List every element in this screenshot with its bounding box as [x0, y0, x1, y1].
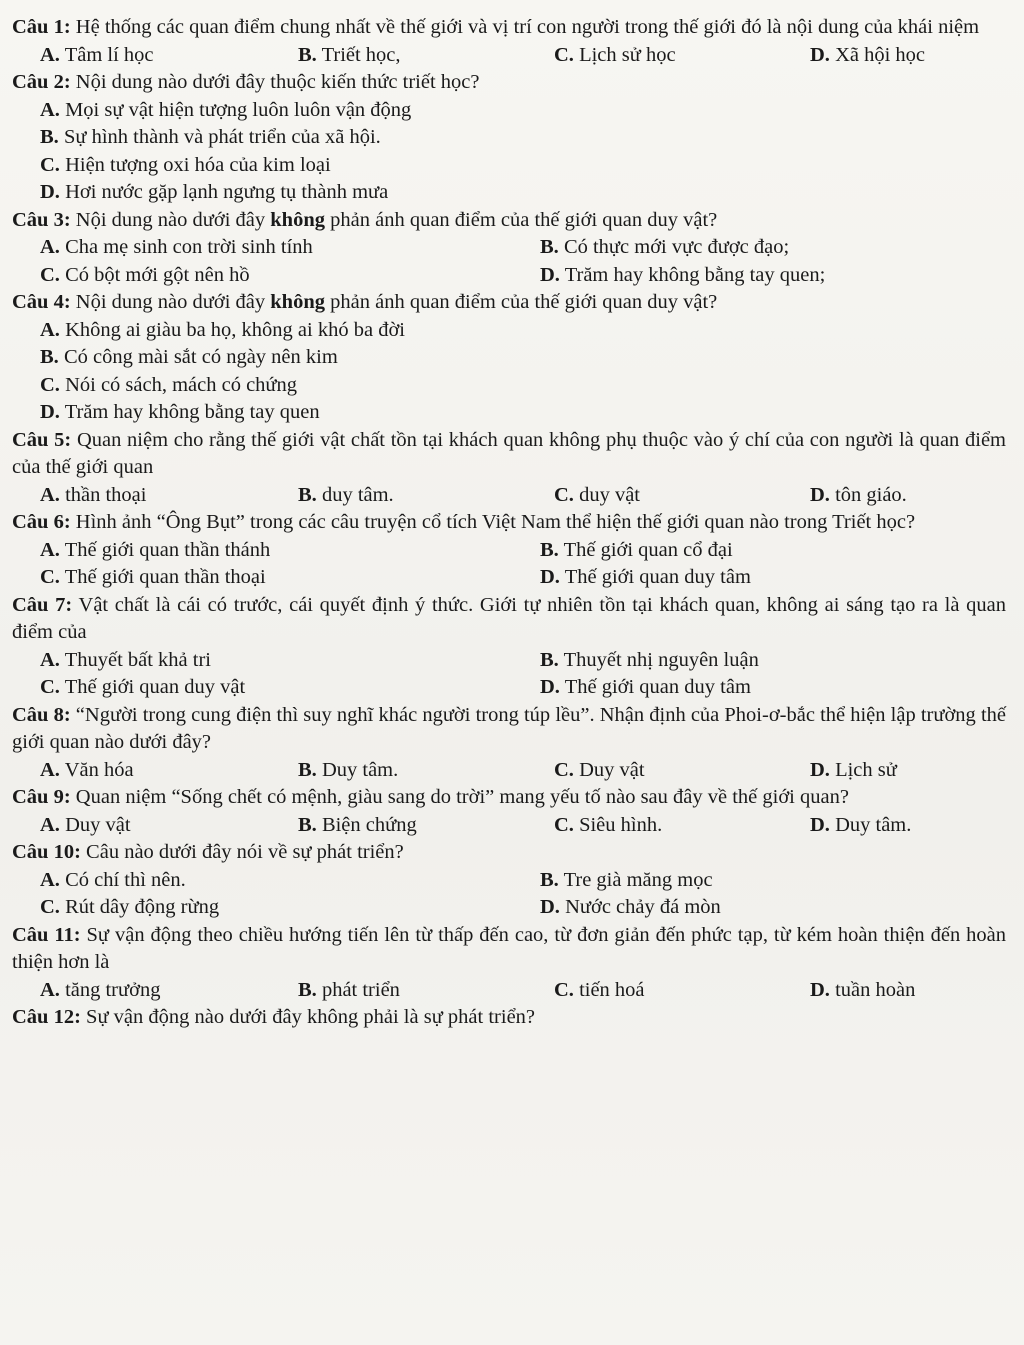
question-text: Quan niệm cho rằng thế giới vật chất tồn tại khách quan không phụ thuộc vào ý chí của con người là quan điểm của thế giới quan: [12, 428, 1006, 478]
option-text: Thuyết nhị nguyên luận: [558, 648, 759, 671]
question-4-stem: [12, 289, 1006, 317]
question-10-stem: [12, 839, 1006, 867]
option-a: [40, 97, 1006, 125]
option-d: [810, 977, 1024, 1005]
option-label: D.: [540, 566, 560, 588]
option-d: [40, 179, 1006, 207]
option-d: [810, 812, 1024, 840]
question-label: Câu 10:: [12, 841, 81, 863]
option-d: [810, 482, 1024, 510]
option-b: [40, 344, 1006, 372]
question-10-options: [12, 867, 1006, 922]
option-text: phát triển: [316, 978, 400, 1001]
question-1-options: [12, 42, 1006, 70]
option-text: tiến hoá: [573, 978, 645, 1001]
option-d: [540, 674, 1020, 702]
option-d: [810, 757, 1024, 785]
question-8-options: [12, 757, 1006, 785]
option-label: A.: [40, 868, 60, 891]
question-5-stem: [12, 427, 1006, 482]
question-text: Sự vận động theo chiều hướng tiến lên từ thấp đến cao, từ đơn giản đến phức tạp, từ kém hoàn thiện đến hoàn thiện hơn là: [12, 923, 1006, 973]
option-text: Sự hình thành và phát triển của xã hội.: [58, 126, 381, 148]
question-text: Hình ảnh “Ông Bụt” trong các câu truyện cổ tích Việt Nam thể hiện thế giới quan nào trong Triết học?: [70, 511, 916, 533]
option-d: [810, 42, 1024, 70]
option-text: Nói có sách, mách có chứng: [59, 373, 298, 396]
question-4-options: [12, 317, 1006, 427]
option-text: Nước chảy đá mòn: [559, 896, 721, 918]
option-label: C.: [554, 813, 574, 836]
option-label: C.: [40, 676, 60, 698]
option-b: [298, 757, 554, 785]
option-label: B.: [298, 978, 317, 1001]
question-7-stem: [12, 592, 1006, 647]
option-label: C.: [554, 758, 574, 781]
option-text: Trăm hay không bằng tay quen: [59, 401, 320, 423]
option-text: Thế giới quan cổ đại: [558, 538, 733, 561]
option-label: A.: [40, 813, 60, 836]
option-c: [554, 977, 810, 1005]
option-label: D.: [540, 263, 560, 286]
question-emphasis: không: [270, 291, 325, 313]
question-label: Câu 3:: [12, 208, 71, 231]
question-9-options: [12, 812, 1006, 840]
option-label: A.: [40, 758, 60, 781]
option-text: Rút dây động rừng: [59, 896, 220, 918]
option-text: Thế giới quan duy vật: [59, 676, 246, 698]
option-c: [554, 812, 810, 840]
option-text: Có công mài sắt có ngày nên kim: [58, 346, 338, 368]
option-a: [40, 867, 540, 895]
option-label: D.: [40, 401, 60, 423]
option-a: [40, 42, 298, 70]
question-6-stem: [12, 509, 1006, 537]
option-text: Triết học,: [316, 43, 401, 66]
question-3-options: [12, 234, 1006, 289]
option-a: [40, 317, 1006, 345]
option-text: Xã hội học: [829, 43, 926, 66]
option-b: [298, 42, 554, 70]
question-text: phản ánh quan điểm của thế giới quan duy vật?: [325, 208, 718, 231]
question-label: Câu 9:: [12, 786, 71, 808]
option-text: Có thực mới vực được đạo;: [558, 236, 790, 258]
question-2-options: [12, 97, 1006, 207]
question-text: Quan niệm “Sống chết có mệnh, giàu sang do trời” mang yếu tố nào sau đây về thế giới quan?: [70, 786, 849, 808]
question-emphasis: không: [270, 208, 325, 231]
option-b: [40, 124, 1006, 152]
option-text: Thuyết bất khả tri: [59, 648, 211, 671]
option-label: B.: [540, 236, 559, 258]
option-c: [40, 674, 540, 702]
option-c: [40, 372, 1006, 400]
option-label: A.: [40, 648, 60, 671]
question-2: [12, 69, 1006, 207]
question-8-stem: [12, 702, 1006, 757]
option-text: Lịch sử học: [573, 43, 676, 66]
option-a: [40, 977, 298, 1005]
question-4: [12, 289, 1006, 427]
option-text: Thế giới quan duy tâm: [559, 676, 751, 698]
option-label: D.: [540, 676, 560, 698]
question-text: Nội dung nào dưới đây: [70, 291, 271, 313]
question-label: Câu 4:: [12, 291, 71, 313]
option-a: [40, 757, 298, 785]
option-label: C.: [554, 978, 574, 1001]
option-b: [298, 812, 554, 840]
question-label: Câu 8:: [12, 703, 71, 726]
option-b: [540, 234, 1020, 262]
question-label: Câu 5:: [12, 428, 72, 451]
option-text: tôn giáo.: [829, 483, 907, 506]
option-a: [40, 537, 540, 565]
option-d: [540, 262, 1020, 290]
question-text: “Người trong cung điện thì suy nghĩ khác người trong túp lều”. Nhận định của Phoi-ơ-bắc thể hiện lập trường thế giới quan nào dưới đây?: [12, 703, 1006, 753]
question-11: [12, 922, 1006, 1005]
option-label: C.: [554, 483, 574, 506]
question-text: Hệ thống các quan điểm chung nhất về thế giới và vị trí con người trong thế giới đó là nội dung của khái niệm: [70, 16, 980, 38]
question-3: [12, 207, 1006, 290]
option-b: [298, 482, 554, 510]
option-text: Hơi nước gặp lạnh ngưng tụ thành mưa: [59, 181, 389, 203]
question-6: [12, 509, 1006, 592]
option-text: Cha mẹ sinh con trời sinh tính: [59, 236, 313, 258]
question-7: [12, 592, 1006, 702]
option-label: B.: [298, 483, 317, 506]
option-label: D.: [810, 978, 830, 1001]
question-8: [12, 702, 1006, 785]
option-c: [40, 152, 1006, 180]
question-text: Vật chất là cái có trước, cái quyết định ý thức. Giới tự nhiên tồn tại khách quan, không ai sáng tạo ra là quan điểm của: [12, 593, 1006, 643]
question-11-options: [12, 977, 1006, 1005]
option-label: C.: [40, 373, 60, 396]
question-text: Sự vận động nào dưới đây không phải là sự phát triển?: [80, 1006, 536, 1028]
option-c: [40, 894, 540, 922]
question-12-stem: [12, 1004, 1006, 1032]
option-label: C.: [40, 263, 60, 286]
option-label: A.: [40, 236, 60, 258]
option-text: Có bột mới gột nên hồ: [59, 263, 250, 286]
option-text: Không ai giàu ba họ, không ai khó ba đời: [59, 318, 405, 341]
option-c: [554, 757, 810, 785]
question-label: Câu 11:: [12, 923, 81, 946]
option-label: A.: [40, 318, 60, 341]
option-text: Thế giới quan duy tâm: [559, 566, 751, 588]
option-c: [40, 564, 540, 592]
option-text: thần thoại: [59, 483, 147, 506]
question-text: Câu nào dưới đây nói về sự phát triển?: [80, 841, 404, 863]
question-2-stem: [12, 69, 1006, 97]
blank-area: [12, 1032, 1006, 1152]
option-label: A.: [40, 538, 60, 561]
option-c: [554, 42, 810, 70]
option-text: Tre già măng mọc: [558, 868, 713, 891]
option-a: [40, 812, 298, 840]
option-label: B.: [298, 43, 317, 66]
option-label: A.: [40, 98, 60, 121]
option-text: duy tâm.: [316, 483, 394, 506]
option-label: C.: [40, 896, 60, 918]
question-5: [12, 427, 1006, 510]
question-label: Câu 1:: [12, 16, 71, 38]
question-1-stem: [12, 14, 1006, 42]
option-text: Văn hóa: [59, 758, 134, 781]
question-text: Nội dung nào dưới đây: [70, 208, 271, 231]
question-3-stem: [12, 207, 1006, 235]
option-text: duy vật: [573, 483, 640, 506]
option-label: B.: [540, 868, 559, 891]
question-12: [12, 1004, 1006, 1032]
question-label: Câu 6:: [12, 511, 71, 533]
option-b: [540, 537, 1020, 565]
option-d: [40, 399, 1006, 427]
option-text: Tâm lí học: [59, 43, 154, 66]
option-label: B.: [40, 126, 59, 148]
option-c: [40, 262, 540, 290]
option-label: D.: [810, 483, 830, 506]
question-1: [12, 14, 1006, 69]
option-label: A.: [40, 978, 60, 1001]
option-text: Có chí thì nên.: [59, 868, 186, 891]
option-b: [540, 647, 1020, 675]
option-text: tuần hoàn: [829, 978, 916, 1001]
option-text: Siêu hình.: [573, 813, 663, 836]
option-label: D.: [40, 181, 60, 203]
option-text: Duy vật: [59, 813, 131, 836]
question-9-stem: [12, 784, 1006, 812]
option-text: tăng trưởng: [59, 978, 161, 1001]
question-7-options: [12, 647, 1006, 702]
question-10: [12, 839, 1006, 922]
option-text: Mọi sự vật hiện tượng luôn luôn vận động: [59, 98, 412, 121]
question-label: Câu 7:: [12, 593, 73, 616]
option-text: Lịch sử: [829, 758, 897, 781]
option-label: D.: [810, 758, 830, 781]
question-label: Câu 12:: [12, 1006, 81, 1028]
question-11-stem: [12, 922, 1006, 977]
option-label: D.: [810, 813, 830, 836]
option-text: Hiện tượng oxi hóa của kim loại: [59, 153, 331, 176]
option-label: D.: [540, 896, 560, 918]
option-text: Duy tâm.: [316, 758, 399, 781]
question-5-options: [12, 482, 1006, 510]
option-label: B.: [540, 538, 559, 561]
question-6-options: [12, 537, 1006, 592]
option-a: [40, 234, 540, 262]
option-text: Duy vật: [573, 758, 645, 781]
question-text: phản ánh quan điểm của thế giới quan duy vật?: [325, 291, 718, 313]
question-9: [12, 784, 1006, 839]
option-b: [298, 977, 554, 1005]
option-a: [40, 647, 540, 675]
option-text: Biện chứng: [316, 813, 417, 836]
option-label: B.: [40, 346, 59, 368]
option-label: C.: [554, 43, 574, 66]
option-label: D.: [810, 43, 830, 66]
option-d: [540, 894, 1020, 922]
option-b: [540, 867, 1020, 895]
option-text: Thế giới quan thần thánh: [59, 538, 271, 561]
option-label: B.: [298, 813, 317, 836]
option-d: [540, 564, 1020, 592]
option-label: A.: [40, 43, 60, 66]
option-text: Duy tâm.: [829, 813, 912, 836]
option-text: Trăm hay không bằng tay quen;: [559, 263, 826, 286]
question-text: Nội dung nào dưới đây thuộc kiến thức triết học?: [70, 71, 480, 93]
option-label: C.: [40, 566, 60, 588]
option-label: C.: [40, 153, 60, 176]
option-a: [40, 482, 298, 510]
option-label: A.: [40, 483, 60, 506]
question-label: Câu 2:: [12, 71, 71, 93]
option-label: B.: [540, 648, 559, 671]
option-c: [554, 482, 810, 510]
option-label: B.: [298, 758, 317, 781]
option-text: Thế giới quan thần thoại: [59, 566, 266, 588]
